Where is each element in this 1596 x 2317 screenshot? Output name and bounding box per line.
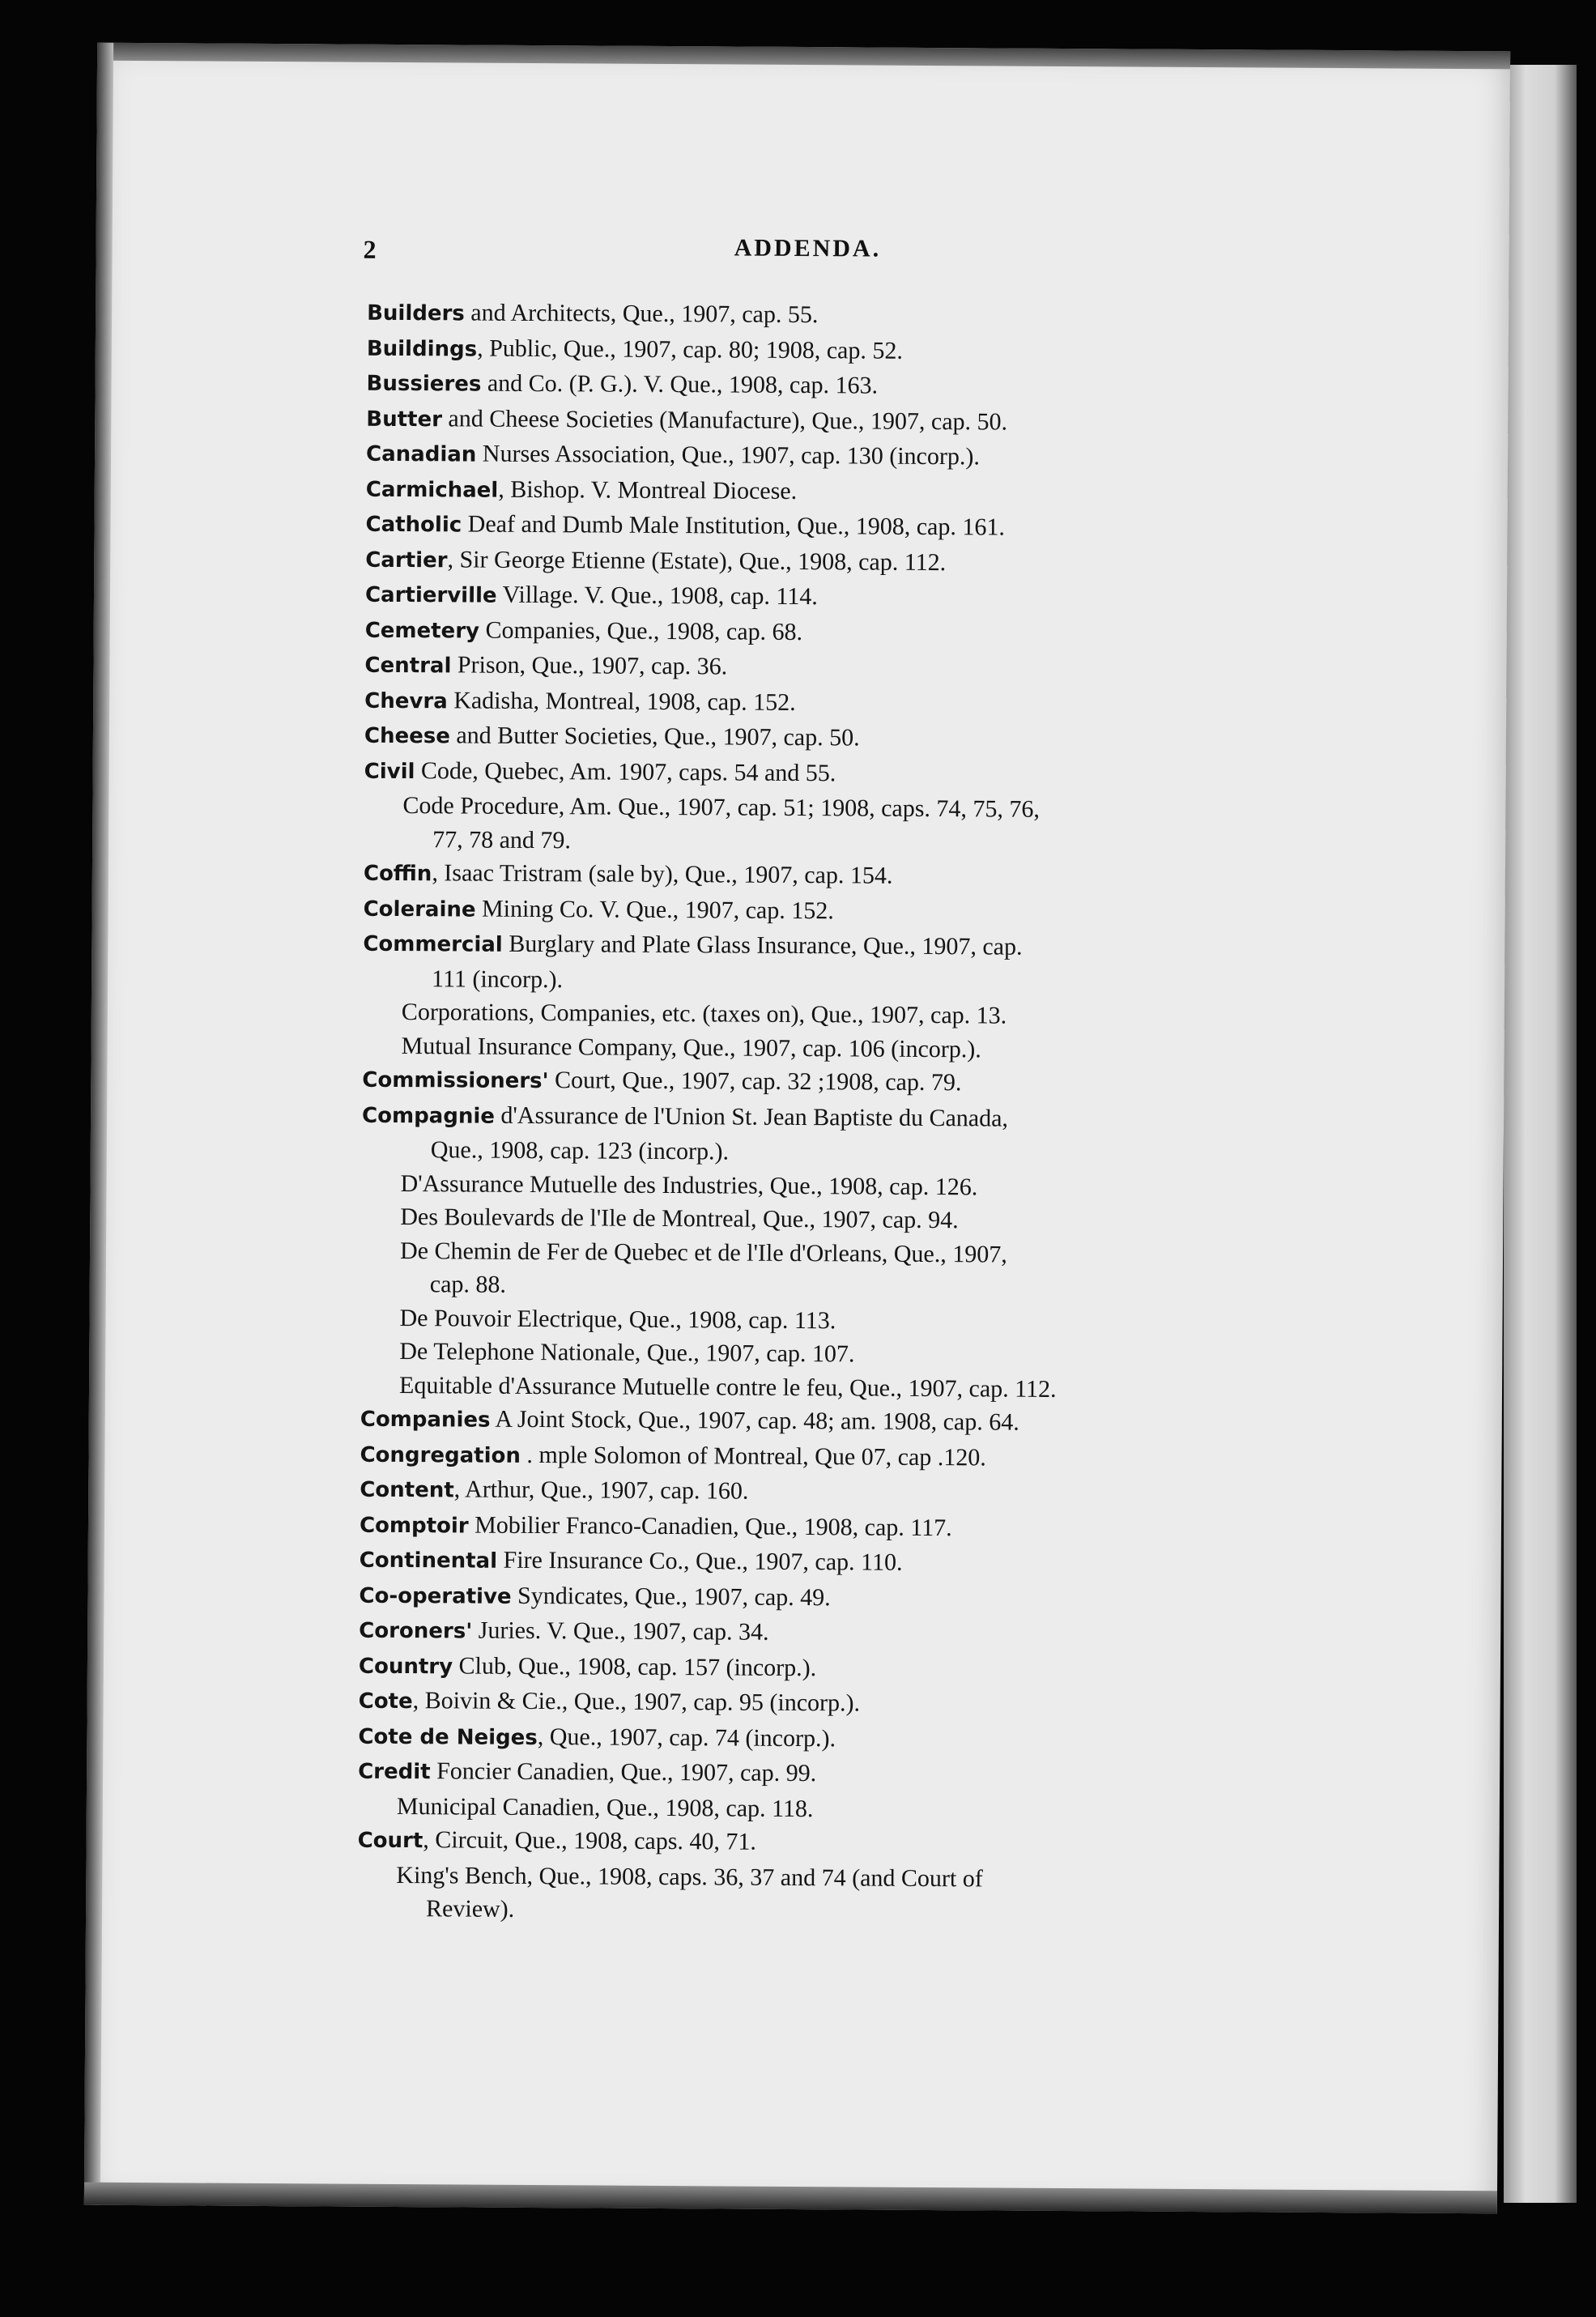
index-entry <box>359 1684 1411 1725</box>
entry-headword: Coffin <box>363 861 432 887</box>
index-entry <box>364 789 1416 828</box>
entry-headword: Continental <box>359 1548 498 1574</box>
index-entry <box>365 507 1418 548</box>
entry-headword: Commissioners' <box>362 1067 549 1094</box>
entry-headword: Cote <box>358 1689 413 1714</box>
entry-text: 111 (incorp.). <box>432 965 564 993</box>
entry-text: Nurses Association, Que., 1907, cap. 130 (incorp.). <box>476 440 980 471</box>
entry-text: Court, Que., 1907, cap. 32 ;1908, cap. 79. <box>548 1067 962 1097</box>
entry-text: , Arthur, Que., 1907, cap. 160. <box>453 1476 749 1505</box>
index-entries <box>357 296 1419 1932</box>
entry-text: Kadisha, Montreal, 1908, cap. 152. <box>447 686 796 716</box>
entry-headword: Buildings <box>366 336 478 362</box>
entry-headword: Builders <box>367 300 465 326</box>
entry-text: D'Assurance Mutuelle des Industries, Que., 1908, cap. 126. <box>400 1169 978 1200</box>
entry-text: cap. 88. <box>429 1271 507 1298</box>
entry-text: , Boivin & Cie., Que., 1907, cap. 95 (incorp.). <box>412 1687 861 1717</box>
entry-headword: Country <box>358 1654 453 1679</box>
entry-headword: Chevra <box>364 688 448 713</box>
index-entry <box>364 648 1417 689</box>
entry-text: Code, Quebec, Am. 1907, caps. 54 and 55. <box>415 756 836 786</box>
index-entry <box>367 296 1419 337</box>
book-page <box>84 43 1510 2214</box>
index-entry <box>358 1754 1411 1795</box>
entry-headword: Comptoir <box>359 1513 469 1539</box>
entry-headword: Credit <box>358 1759 431 1785</box>
index-entry <box>360 1543 1412 1584</box>
entry-text: d'Assurance de l'Union St. Jean Baptiste du Canada, <box>494 1101 1009 1132</box>
entry-text: Corporations, Companies, etc. (taxes on), Que., 1907, cap. 13. <box>401 999 1007 1029</box>
index-entry <box>360 1402 1413 1443</box>
running-head: ADDENDA. <box>734 234 882 262</box>
entry-text: King's Bench, Que., 1908, caps. 36, 37 and 74 (and Court of <box>396 1861 983 1892</box>
entry-text: Club, Que., 1908, cap. 157 (incorp.). <box>453 1651 817 1681</box>
entry-text: Companies, Que., 1908, cap. 68. <box>479 616 803 645</box>
entry-headword: Cartier <box>365 547 448 573</box>
page-left-border <box>84 43 113 2205</box>
entry-headword: Central <box>364 653 452 679</box>
entry-text: , Circuit, Que., 1908, caps. 40, 71. <box>423 1826 757 1855</box>
index-entry <box>363 995 1415 1035</box>
entry-text: and Co. (P. G.). V. Que., 1908, cap. 163. <box>481 369 879 399</box>
entry-text: Code Procedure, Am. Que., 1907, cap. 51; 1908, caps. 74, 75, 76, <box>402 792 1041 823</box>
entry-text: and Architects, Que., 1907, cap. 55. <box>464 299 819 329</box>
entry-headword: Coroners' <box>359 1618 473 1644</box>
entry-text: , Isaac Tristram (sale by), Que., 1907, cap. 154. <box>432 859 893 889</box>
entry-text: , Que., 1907, cap. 74 (incorp.). <box>537 1723 836 1752</box>
index-entry <box>360 1472 1412 1514</box>
entry-text: . mple Solomon of Montreal, Que 07, cap .120. <box>520 1441 986 1471</box>
entry-text: and Butter Societies, Que., 1907, cap. 50. <box>449 722 860 752</box>
page-edge <box>1504 65 1577 2203</box>
index-entry <box>359 1613 1411 1655</box>
entry-text: 77, 78 and 79. <box>432 825 572 854</box>
entry-text: , Sir George Etienne (Estate), Que., 1908, cap. 112. <box>447 545 947 576</box>
page-number: 2 <box>363 234 377 264</box>
entry-text: Mutual Insurance Company, Que., 1907, cap. 106 (incorp.). <box>401 1032 981 1063</box>
index-entry <box>364 856 1416 897</box>
page-bottom-border <box>84 2183 1497 2214</box>
entry-headword: Cemetery <box>364 618 480 644</box>
entry-text: Foncier Canadien, Que., 1907, cap. 99. <box>430 1757 817 1787</box>
entry-text: Municipal Canadien, Que., 1908, cap. 118. <box>396 1792 814 1822</box>
entry-text: De Chemin de Fer de Quebec et de l'Ile d'Orleans, Que., 1907, <box>399 1237 1007 1268</box>
entry-headword: Bussieres <box>366 371 482 397</box>
entry-headword: Congregation <box>360 1442 521 1468</box>
entry-headword: Content <box>360 1477 454 1503</box>
entry-headword: Coleraine <box>363 897 476 922</box>
entry-headword: Commercial <box>363 931 503 957</box>
entry-text: , Bishop. V. Montreal Diocese. <box>498 475 798 505</box>
entry-text: Mobilier Franco-Canadien, Que., 1908, cap. 117. <box>468 1511 952 1541</box>
index-entry <box>361 1200 1414 1240</box>
entry-text: Mining Co. V. Que., 1907, cap. 152. <box>475 895 834 924</box>
entry-headword: Companies <box>360 1407 491 1433</box>
entry-headword: Carmichael <box>365 477 499 503</box>
index-entry <box>357 1858 1410 1897</box>
entry-text: and Cheese Societies (Manufacture), Que., 1907, cap. 50. <box>441 404 1008 436</box>
entry-text: Equitable d'Assurance Mutuelle contre le feu, Que., 1907, cap. 112. <box>398 1371 1057 1403</box>
entry-headword: Butter <box>366 407 443 432</box>
entry-text: Fire Insurance Co., Que., 1907, cap. 110. <box>496 1546 903 1576</box>
entry-text: De Telephone Nationale, Que., 1907, cap. 107. <box>399 1338 855 1368</box>
entry-text: De Pouvoir Electrique, Que., 1908, cap. 113. <box>399 1304 836 1334</box>
entry-text: Review). <box>426 1895 515 1923</box>
entry-headword: Cote de Neiges <box>358 1724 538 1750</box>
entry-text: Juries. V. Que., 1907, cap. 34. <box>472 1616 769 1646</box>
entry-headword: Court <box>357 1828 423 1854</box>
index-entry <box>364 718 1417 760</box>
entry-headword: Compagnie <box>361 1103 496 1129</box>
index-entry <box>357 1823 1410 1864</box>
index-entry <box>366 366 1419 407</box>
index-entry <box>360 1335 1413 1374</box>
entry-text: Prison, Que., 1907, cap. 36. <box>451 651 728 680</box>
entry-text: A Joint Stock, Que., 1907, cap. 48; am. 1908, cap. 64. <box>490 1405 1019 1436</box>
entry-headword: Cheese <box>364 723 451 749</box>
entry-text: Burglary and Plate Glass Insurance, Que., 1907, cap. <box>502 930 1023 960</box>
entry-headword: Civil <box>364 759 415 784</box>
entry-text: Village. V. Que., 1908, cap. 114. <box>496 581 818 611</box>
index-entry <box>363 926 1415 968</box>
index-entry <box>362 1063 1415 1104</box>
index-entry <box>366 437 1419 478</box>
entry-headword: Co-operative <box>359 1583 512 1609</box>
page-top-border <box>97 43 1510 70</box>
entry-text: Deaf and Dumb Male Institution, Que., 1908, cap. 161. <box>462 510 1006 541</box>
entry-headword: Catholic <box>365 512 462 538</box>
entry-text: Que., 1908, cap. 123 (incorp.). <box>430 1136 730 1165</box>
index-entry <box>365 577 1418 619</box>
entry-text: , Public, Que., 1907, cap. 80; 1908, cap. 52. <box>477 334 904 364</box>
index-entry <box>357 1892 1410 1932</box>
entry-text: Des Boulevards de l'Ile de Montreal, Que., 1907, cap. 94. <box>400 1203 959 1234</box>
entry-headword: Cartierville <box>364 582 497 608</box>
entry-headword: Canadian <box>365 441 477 467</box>
index-entry <box>361 1233 1414 1273</box>
entry-text: Syndicates, Que., 1907, cap. 49. <box>511 1582 831 1611</box>
index-entry <box>362 1133 1415 1173</box>
